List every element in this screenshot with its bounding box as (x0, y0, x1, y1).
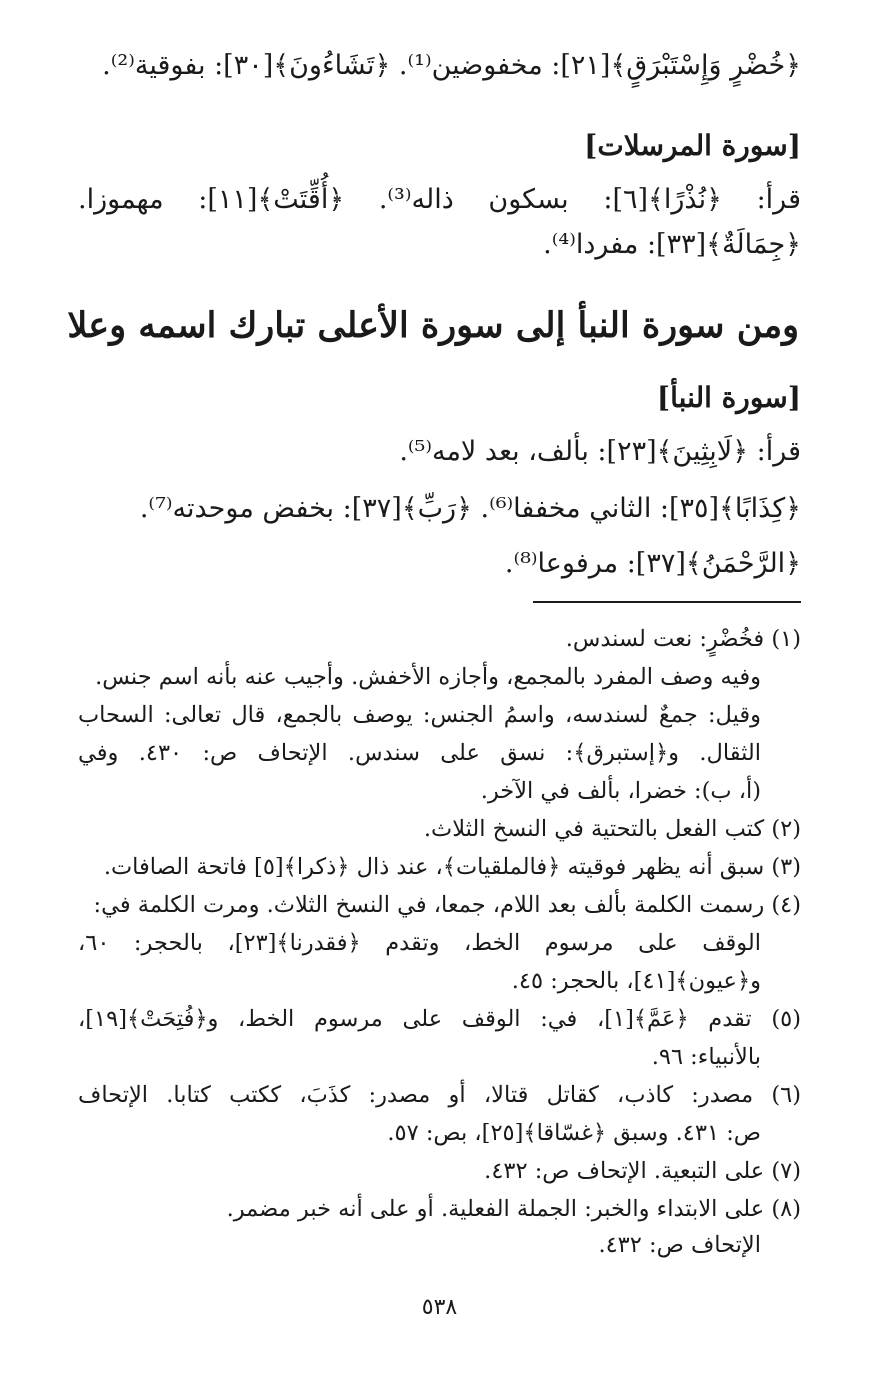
footnote-1-line-1: (١) فخُضْرٍ: نعت لسندس. (565, 626, 801, 652)
footnote-4-line-1: (٤) رسمت الكلمة بألف بعد اللام، جمعا، في النسخ الثلاث. ومرت الكلمة في: (93, 892, 801, 918)
footnote-1-line-4: الثقال. و﴿إستبرق﴾: نسق على سندس. الإتحاف ص: ٤٣٠. وفي (78, 740, 761, 766)
text-line-rahman: ﴿الرَّحْمَنُ﴾[٣٧]: مرفوعا⁽⁸⁾. (504, 548, 801, 579)
surah-heading-naba: [سورة النبأ] (656, 381, 801, 414)
footnote-1-line-2: وفيه وصف المفرد بالمجمع، وأجازه الأخفش. وأجيب عنه بأنه اسم جنس. (95, 664, 761, 690)
text-line-nudhran: قرأ: ﴿نُذْرًا﴾[٦]: بسكون ذاله⁽³⁾. ﴿أُقِّتَتْ﴾[١١]: مهموزا. (78, 184, 801, 215)
footnote-separator (533, 601, 801, 603)
page-number: ٥٣٨ (421, 1295, 458, 1320)
surah-heading-mursalat: [سورة المرسلات] (584, 129, 801, 162)
footnote-6-line-2: ص: ٤٣١. وسبق ﴿غسّاقا﴾[٢٥]، بص: ٥٧. (387, 1120, 761, 1146)
footnote-1-line-5: (أ، ب): خضرا، بألف في الآخر. (480, 778, 761, 804)
footnote-1-line-3: وقيل: جمعٌ لسندسه، واسمُ الجنس: يوصف بالجمع، قال تعالى: السحاب (78, 702, 761, 728)
text-line-khudr: ﴿خُضْرٍ وَإِسْتَبْرَقٍ﴾[٢١]: مخفوضين⁽¹⁾. ﴿تَشَاءُونَ﴾[٣٠]: بفوقية⁽²⁾. (102, 50, 801, 81)
footnote-8-line-2: الإتحاف ص: ٤٣٢. (598, 1232, 761, 1258)
text-line-jimalah: ﴿جِمَالَةٌ﴾[٣٣]: مفردا⁽⁴⁾. (543, 229, 801, 260)
text-line-kidhaban: ﴿كِذَابًا﴾[٣٥]: الثاني مخففا⁽⁶⁾. ﴿رَبِّ﴾[٣٧]: بخفض موحدته⁽⁷⁾. (139, 493, 801, 524)
footnote-4-line-3: و﴿عيون﴾[٤١]، بالحجر: ٤٥. (511, 968, 761, 994)
footnote-3: (٣) سبق أنه يظهر فوقيته ﴿فالملقيات﴾، عند ذال ﴿ذكرا﴾[٥] فاتحة الصافات. (103, 854, 801, 880)
footnote-2: (٢) كتب الفعل بالتحتية في النسخ الثلاث. (423, 816, 801, 842)
footnote-6-line-1: (٦) مصدر: كاذب، كقاتل قتالا، أو مصدر: كذَبَ، ككتب كتابا. الإتحاف (78, 1082, 801, 1108)
footnote-5-line-2: بالأنبياء: ٩٦. (651, 1044, 761, 1070)
footnote-5-line-1: (٥) تقدم ﴿عَمَّ﴾[١]، في: الوقف على مرسوم الخط، و﴿فُتِحَتْ﴾[١٩]، (78, 1006, 801, 1032)
text-line-labithin: قرأ: ﴿لَابِثِينَ﴾[٢٣]: بألف، بعد لامه⁽⁵⁾. (399, 436, 801, 467)
footnote-8-line-1: (٨) على الابتداء والخبر: الجملة الفعلية. أو على أنه خبر مضمر. (226, 1196, 801, 1222)
chapter-title: ومن سورة النبأ إلى سورة الأعلى تبارك اسمه وعلا (67, 305, 799, 346)
footnote-7: (٧) على التبعية. الإتحاف ص: ٤٣٢. (484, 1158, 801, 1184)
footnote-4-line-2: الوقف على مرسوم الخط، وتقدم ﴿فقدرنا﴾[٢٣]، بالحجر: ٦٠، (78, 930, 761, 956)
